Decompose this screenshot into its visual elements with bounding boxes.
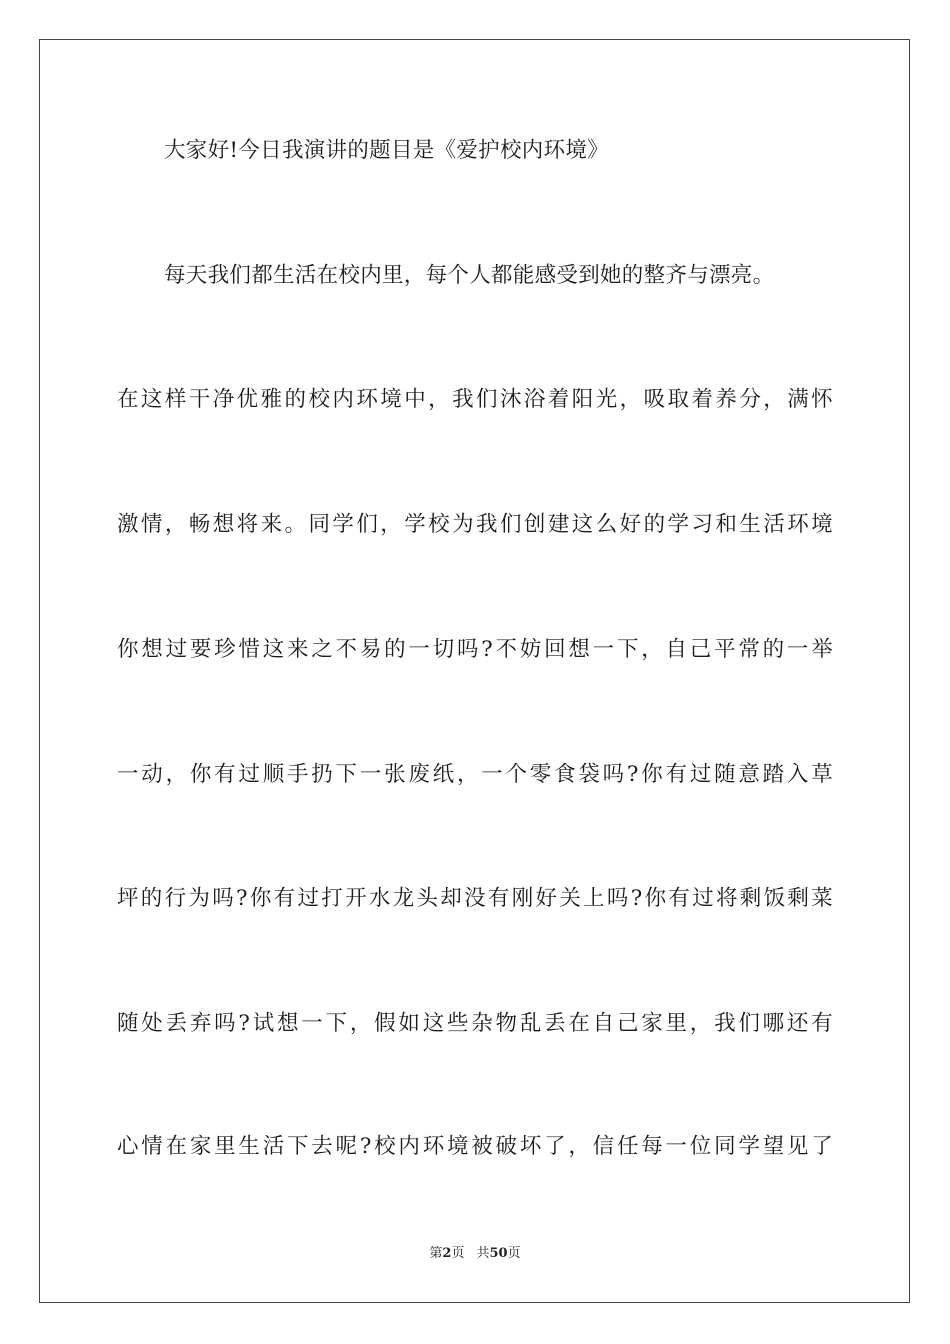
speech-line-9: 心情在家里生活下去呢?校内环境被破坏了，信任每一位同学望见了 — [117, 1134, 833, 1159]
footer-page-number: 2 — [442, 1246, 452, 1261]
speech-line-4: 激情，畅想将来。同学们，学校为我们创建这么好的学习和生活环境 — [117, 512, 833, 537]
footer-total-pages: 50 — [489, 1246, 508, 1261]
speech-line-3: 在这样干净优雅的校内环境中，我们沐浴着阳光，吸取着养分，满怀 — [117, 387, 833, 412]
footer-total-label: 共 — [476, 1246, 490, 1261]
speech-line-8: 随处丢弃吗?试想一下，假如这些杂物乱丢在自己家里，我们哪还有 — [117, 1011, 833, 1036]
speech-line-6: 一动，你有过顺手扔下一张废纸，一个零食袋吗?你有过随意踏入草 — [117, 762, 833, 787]
page-footer — [0, 1246, 950, 1262]
footer-page-unit: 页 — [451, 1246, 465, 1261]
speech-line-7: 坪的行为吗?你有过打开水龙头却没有刚好关上吗?你有过将剩饭剩菜 — [117, 886, 833, 911]
page-border — [39, 39, 910, 1303]
speech-line-5: 你想过要珍惜这来之不易的一切吗?不妨回想一下，自己平常的一举 — [117, 637, 833, 662]
speech-line-2: 每天我们都生活在校内里，每个人都能感受到她的整齐与漂亮。 — [164, 263, 775, 288]
footer-total-unit: 页 — [507, 1246, 521, 1261]
footer-page-label: 第 — [429, 1246, 443, 1261]
speech-line-1: 大家好!今日我演讲的题目是《爱护校内环境》 — [164, 138, 609, 163]
